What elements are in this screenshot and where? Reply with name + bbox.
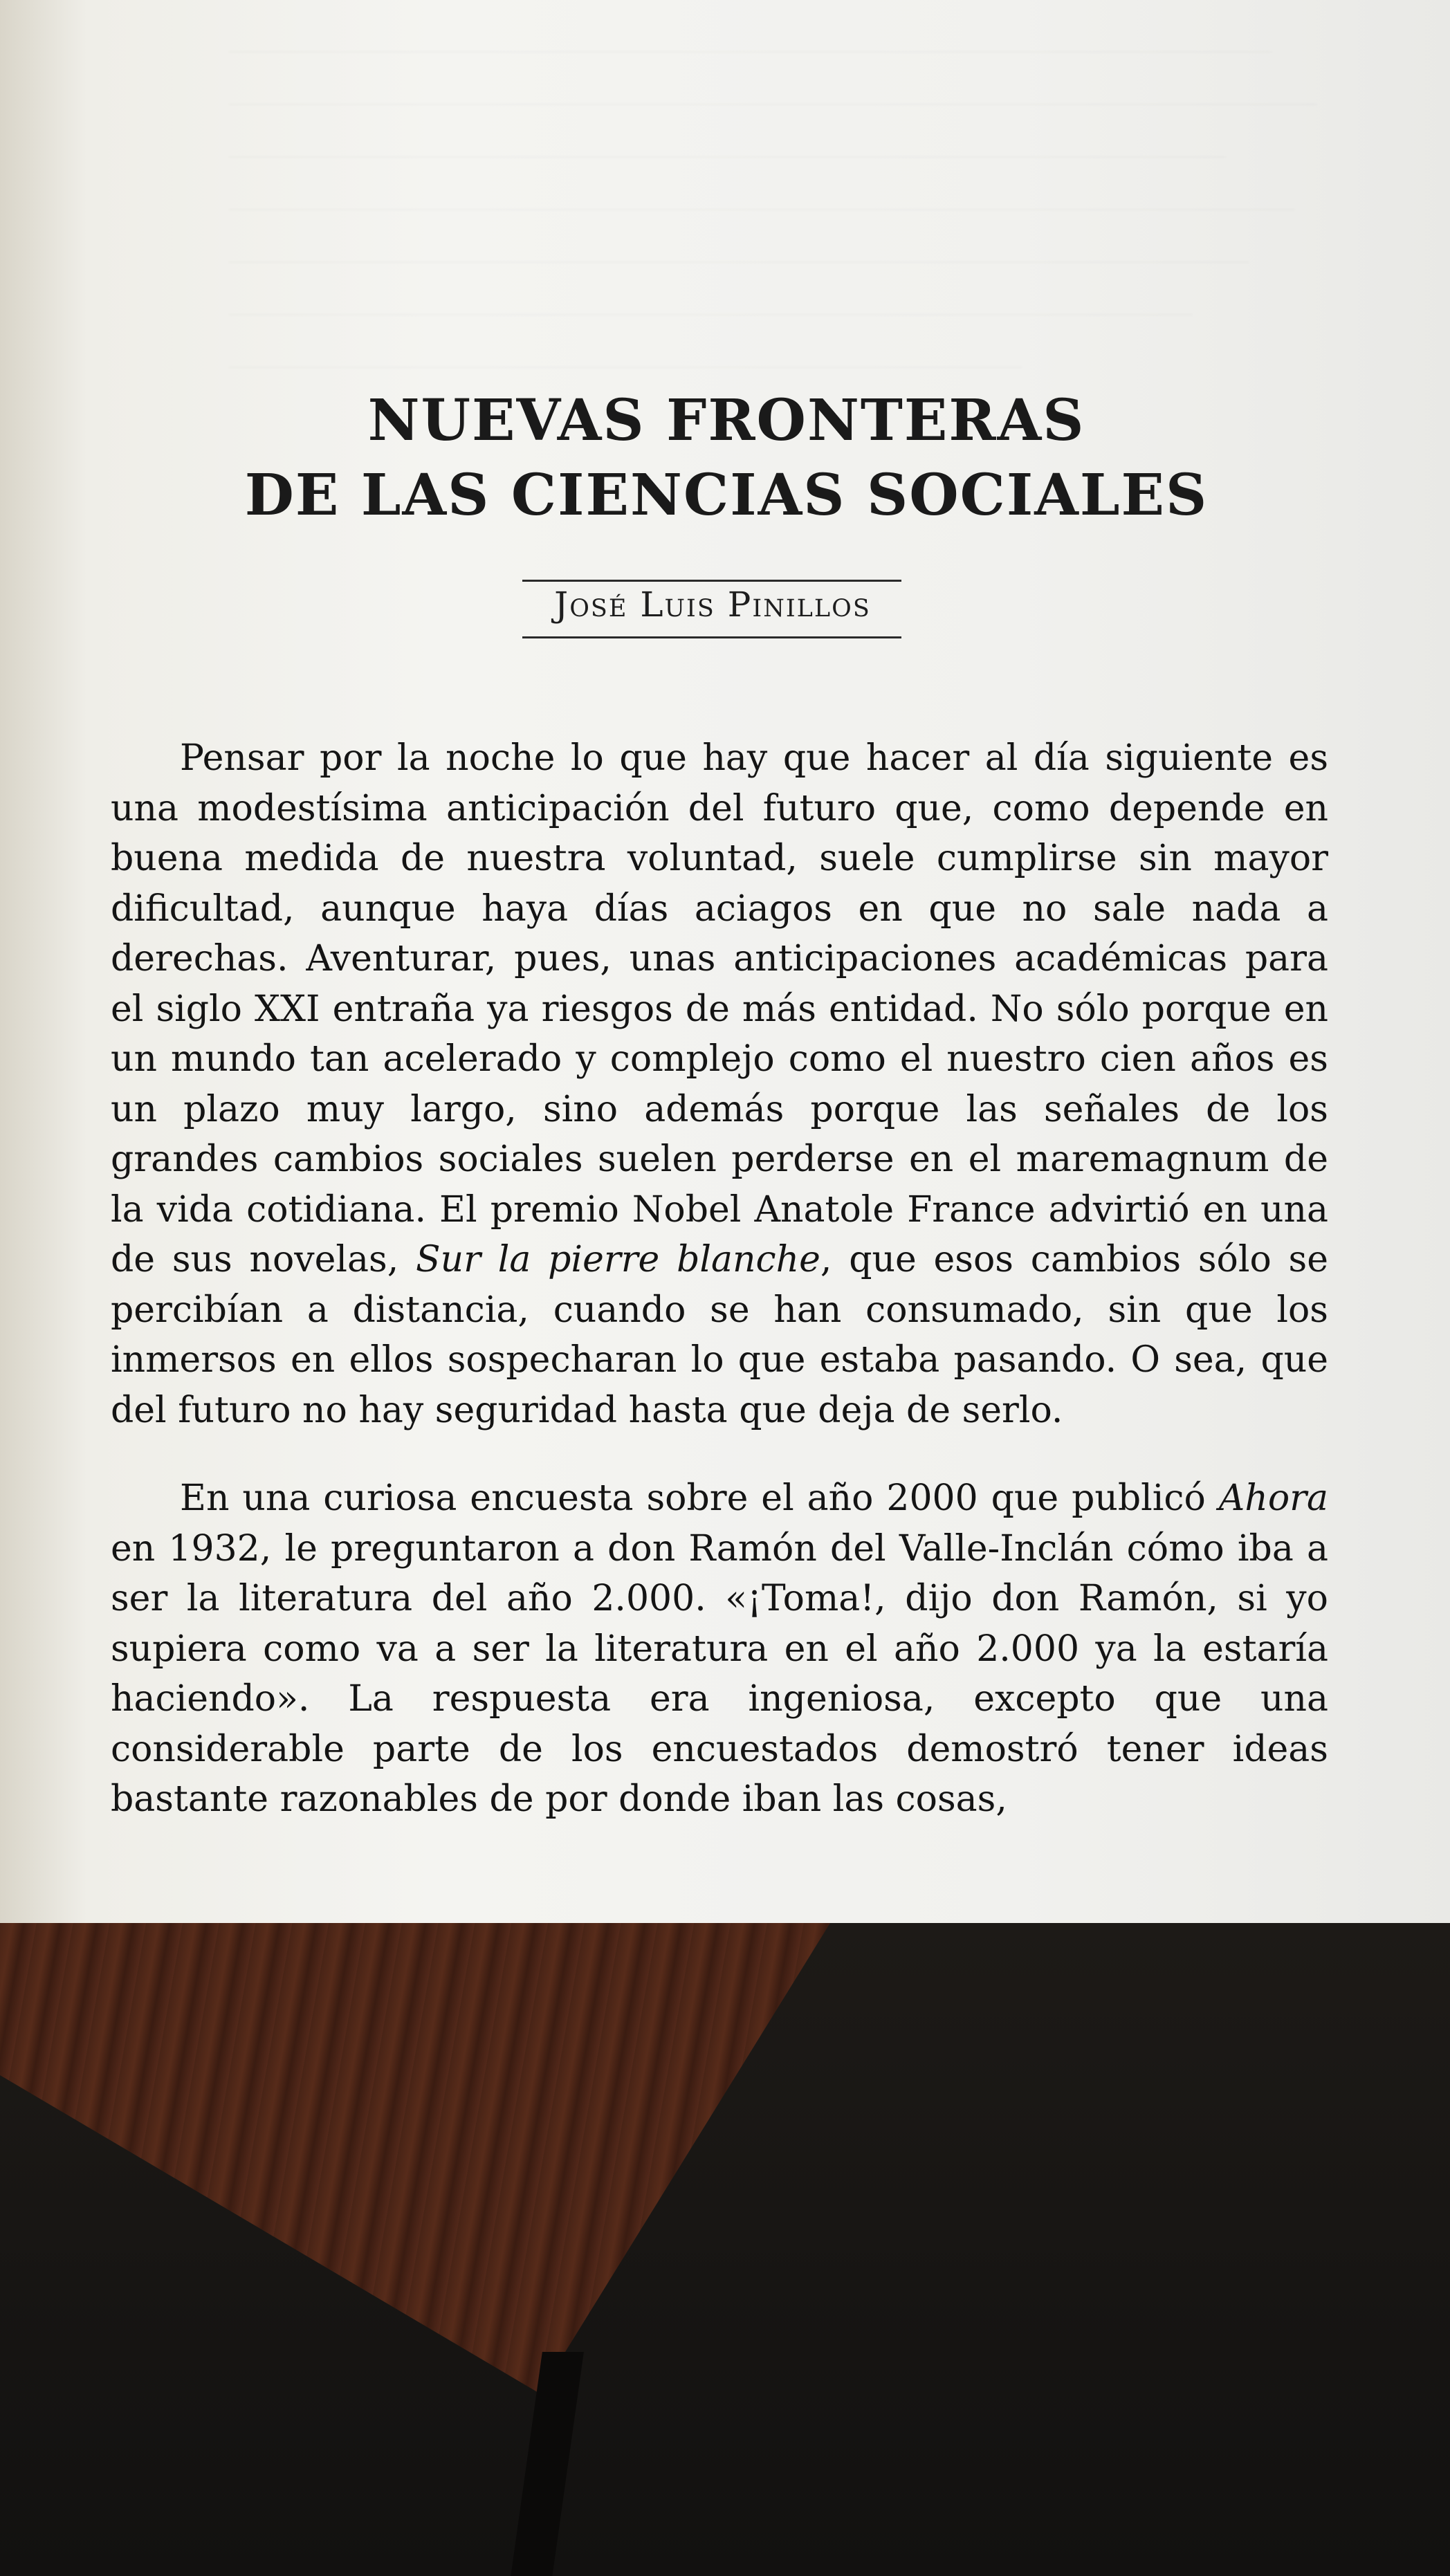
wooden-table-background (0, 1923, 1450, 2576)
wood-grain (0, 1923, 830, 2576)
author-rule-top (522, 580, 901, 582)
show-through-texture (228, 0, 1363, 387)
paragraph-1 (111, 733, 1328, 1435)
paragraph-2-text-end: en 1932, le preguntaron a don Ramón del Valle-Inclán cómo iba a ser la literatura del año 2.000. «¡Toma!, dijo don Ramón, si yo supiera como va a ser la literatura en el año 2.000 ya la estaría haciendo». La respuesta era ingeniosa, excepto que una considerable parte de los encuestados demostró tener ideas bastante razonables de por donde iban las cosas, (111, 1527, 1328, 1820)
paragraph-gap (111, 1435, 1328, 1473)
author-rule-bottom (522, 636, 901, 638)
author-name: José Luis Pinillos (554, 585, 871, 625)
article-body (111, 733, 1328, 1825)
novel-title: Sur la pierre blanche (416, 1239, 820, 1280)
page-title-line-1: NUEVAS FRONTERAS (367, 387, 1085, 454)
paragraph-1-text: Pensar por la noche lo que hay que hacer al día siguiente es una modestísima anticipación del futuro que, como depende en buena medida de nuestra voluntad, suele cumplirse sin mayor dificultad, aunque haya días aciagos en que no sale nada a derechas. Aventurar, pues, unas anticipaciones académicas para el siglo XXI entraña ya riesgos de más entidad. No sólo porque en un mundo tan acelerado y complejo como el nuestro cien años es un plazo muy largo, sino además porque las señales de los grandes cambios sociales suelen perderse en el maremagnum de la vida cotidiana. El premio Nobel Anatole France advirtió en una de sus novelas, (111, 737, 1328, 1280)
publication-title: Ahora (1218, 1478, 1328, 1519)
paragraph-2 (111, 1473, 1328, 1825)
paragraph-2-text: En una curiosa encuesta sobre el año 2000 que publicó (180, 1478, 1219, 1519)
page-title-line-2: DE LAS CIENCIAS SOCIALES (244, 462, 1209, 528)
table-seam (509, 2352, 584, 2576)
paragraph-1-text-end: , que esos cambios sólo se percibían a distancia, cuando se han consumado, sin que los inmersos en ellos sospecharan lo que estaba pasando. O sea, que del futuro no hay seguridad hasta que deja de serlo. (111, 1239, 1328, 1431)
